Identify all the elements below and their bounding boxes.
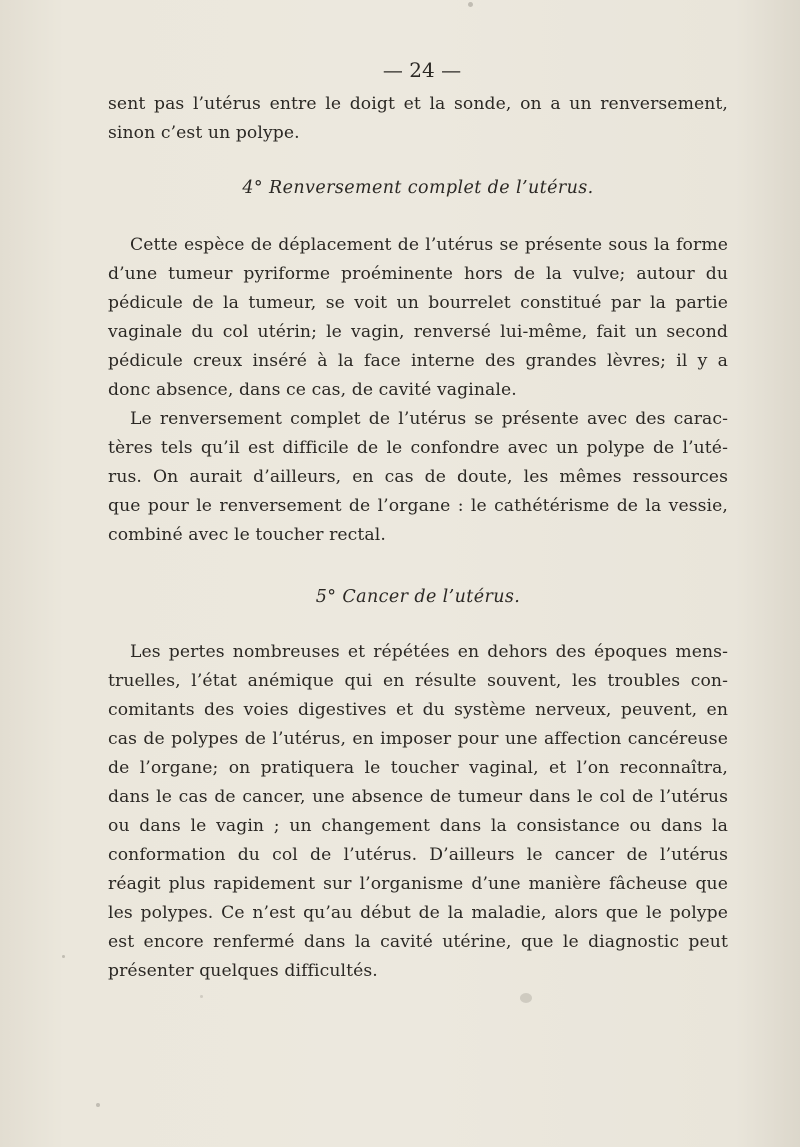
text-line: sinon c’est un polype. (108, 123, 300, 143)
text-line: d’une tumeur pyriforme proéminente hors de la vulve; autour du (108, 264, 728, 284)
section4-paragraph-1 (108, 231, 728, 405)
page-text (108, 50, 728, 986)
text-line: ou dans le vagin ; un changement dans la consistance ou dans la (108, 816, 728, 836)
paper-speck (62, 955, 65, 958)
section5-paragraph (108, 638, 728, 986)
text-line: rus. On aurait d’ailleurs, en cas de doute, les mêmes ressources (108, 467, 728, 487)
text-line: présenter quelques difficultés. (108, 961, 378, 981)
intro-paragraph (108, 90, 728, 148)
text-line: de l’organe; on pratiquera le toucher vaginal, et l’on reconnaîtra, (108, 758, 728, 778)
text-line: dans le cas de cancer, une absence de tumeur dans le col de l’utérus (108, 787, 728, 807)
text-line: comitants des voies digestives et du système nerveux, peuvent, en (108, 700, 728, 720)
text-line: les polypes. Ce n’est qu’au début de la maladie, alors que le polype (108, 903, 728, 923)
page-number: — 24 — (382, 58, 462, 82)
text-line: conformation du col de l’utérus. D’ailleurs le cancer de l’utérus (108, 845, 728, 865)
text-line: truelles, l’état anémique qui en résulte souvent, les troubles con- (108, 671, 728, 691)
section4-paragraph-2 (108, 405, 728, 550)
text-line: tères tels qu’il est difficile de le confondre avec un polype de l’uté- (108, 438, 728, 458)
text-line: donc absence, dans ce cas, de cavité vaginale. (108, 380, 517, 400)
text-line: pédicule de la tumeur, se voit un bourrelet constitué par la partie (108, 293, 728, 313)
paper-speck (520, 993, 532, 1003)
text-line: cas de polypes de l’utérus, en imposer pour une affection cancéreuse (108, 729, 728, 749)
paper-speck (468, 2, 473, 7)
text-line: Les pertes nombreuses et répétées en dehors des époques mens- (130, 642, 728, 662)
text-line: sent pas l’utérus entre le doigt et la sonde, on a un renversement, (108, 94, 728, 114)
text-line: Cette espèce de déplacement de l’utérus se présente sous la forme (130, 235, 728, 255)
paper-speck (200, 995, 203, 998)
text-line: que pour le renversement de l’organe : le cathétérisme de la vessie, (108, 496, 728, 516)
paper-speck (96, 1103, 100, 1107)
text-line: réagit plus rapidement sur l’organisme d’une manière fâcheuse que (108, 874, 728, 894)
section-heading-5: 5° Cancer de l’utérus. (315, 587, 521, 607)
text-line: pédicule creux inséré à la face interne des grandes lèvres; il y a (108, 351, 728, 371)
section-heading-4: 4° Renversement complet de l’utérus. (242, 178, 594, 198)
text-line: est encore renfermé dans la cavité utérine, que le diagnostic peut (108, 932, 728, 952)
text-line: Le renversement complet de l’utérus se présente avec des carac- (130, 409, 728, 429)
text-line: vaginale du col utérin; le vagin, renversé lui-même, fait un second (108, 322, 728, 342)
text-line: combiné avec le toucher rectal. (108, 525, 386, 545)
